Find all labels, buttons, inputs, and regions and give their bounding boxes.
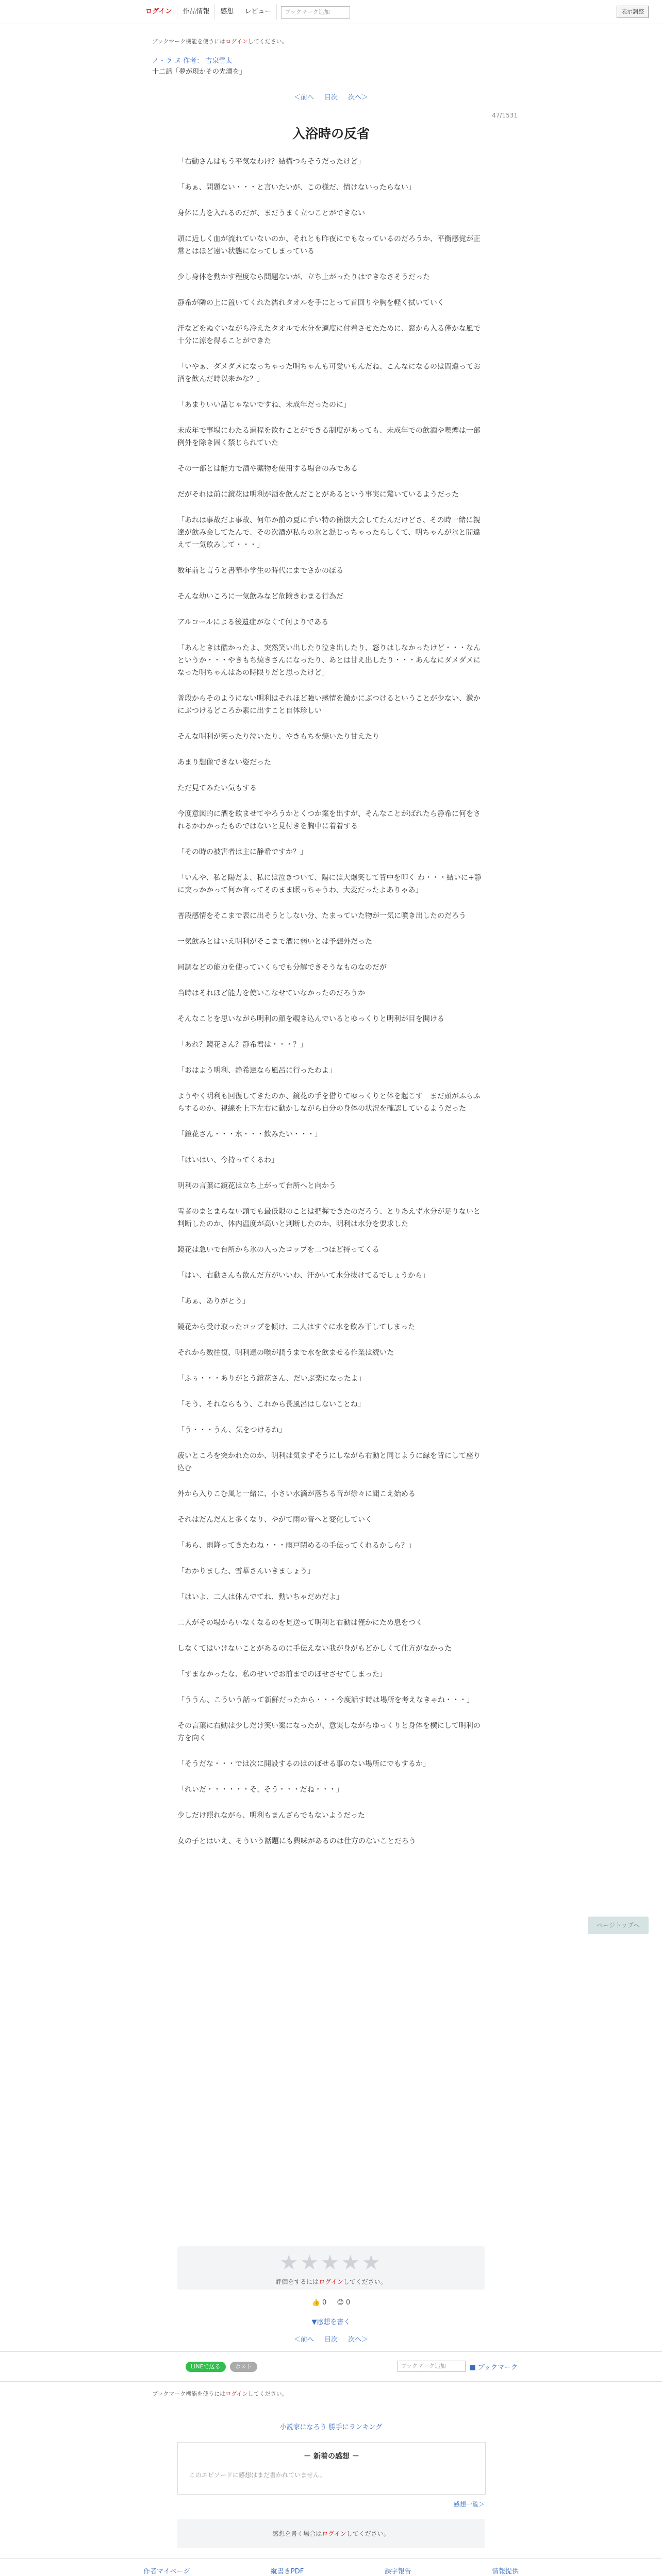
episode-count: 47/1531 (492, 112, 518, 119)
login-review-suffix: してください。 (346, 2530, 390, 2537)
body-paragraph: 未成年で事場にわたる過程を飲むことができる制度があっても、未成年での飲酒や喫煙は一部例外を除き固く禁じられていた (177, 427, 481, 447)
ranking-link[interactable]: 小説家になろう 勝手にランキング (279, 2424, 383, 2431)
login-review-link[interactable]: ログイン (322, 2530, 346, 2537)
body-paragraph: アルコールによる後遺症がなくて何よりである (177, 618, 329, 626)
body-paragraph: 「そうだな・・・では次に開設するのはのぼせる事のない場所にでもするか」 (177, 1760, 430, 1768)
rating-note-text: 評価をするには (275, 2278, 319, 2285)
rating-note-suffix: してください。 (343, 2278, 387, 2285)
body-paragraph: 明利の言葉に鏡花は立ち上がって台所へと向かう (177, 1182, 336, 1190)
body-paragraph: しなくてはいけないことがあるのに手伝えない我が身がもどかしくて仕方がなかった (177, 1645, 452, 1653)
body-paragraph: 「あまりいい話じゃないですね、未成年だったのに」 (177, 401, 351, 409)
body-paragraph: 「そう、それならもう、これから長風呂はしないことね」 (177, 1400, 365, 1409)
notice-text-bottom: ブックマーク機能を使うには (152, 2391, 226, 2397)
body-paragraph: 「あら、雨降ってきたわね・・・雨戸閉めるの手伝ってくれるかしら？」 (177, 1541, 416, 1550)
new-reviews-empty: このエピソードに感想はまだ書かれていません。 (189, 2471, 326, 2479)
body-paragraph: 「はい、右動さんも飲んだ方がいいわ、汗かいて水分抜けてるでしょうから」 (177, 1272, 430, 1280)
body-paragraph: そんな幼いころに一気飲みなど危険きわまる行為だ (177, 592, 343, 601)
body-paragraph: 「あんときは酷かったよ、突然笑い出したり泣き出したり、怒りはしなかったけど・・・なんというか・・・やきもち焼きさんになったり、あとは甘え出したり・・・あんなにダメダメになった明ちゃんはあの時限りだと思ったけど」 (177, 644, 481, 677)
new-reviews-heading: － 新着の感想 － (304, 2452, 359, 2461)
body-paragraph: 「鏡花さん・・・水・・・飲みたい・・・」 (177, 1130, 322, 1139)
body-paragraph: 当時はそれほど能力を使いこなせていなかったのだろうか (177, 989, 365, 997)
line-share-button[interactable]: LINEで送る (186, 2362, 226, 2372)
divider (0, 2351, 662, 2352)
rating-stars[interactable]: ★★★★★ (279, 2251, 383, 2275)
login-review-text: 感想を書く場合は (272, 2530, 322, 2537)
body-paragraph: 普段感情をそこまで表に出そうとしない分、たまっていた物が一気に噴き出したのだろう (177, 912, 466, 920)
footer-links (143, 2566, 519, 2575)
body-paragraph: 汗などをぬぐいながら冷えたタオルで水分を適度に付着させたために、窓から入る僅かな風で十分に涼を得ることができた (177, 325, 481, 345)
body-paragraph: 一気飲みとはいえ明利がそこまで酒に弱いとは予想外だった (177, 938, 372, 946)
bookmark-area (398, 2361, 518, 2372)
bookmark-button-label: ブックマーク (477, 2363, 518, 2371)
body-paragraph: 「はいはい、今持ってくるわ」 (177, 1156, 278, 1164)
body-paragraph: 「いやぁ、ダメダメになっちゃった明ちゃんも可愛いもんだね、こんなになるのは間違ってお酒を飲んだ時以来かな？」 (177, 363, 481, 383)
display-settings-button[interactable]: 表示調整 (617, 6, 649, 18)
typo-report-link[interactable]: 誤字報告 (384, 2568, 411, 2575)
body-paragraph: 二人がその場からいなくなるのを見送って明利と右動は僅かにため息をつく (177, 1619, 423, 1627)
body-paragraph: 雪者のまとまらない頭でも最低限のことは把握できたのだろう、とりあえず水分が足りないと判断したのか、体内温度が高いと判断したのか、明利は水分を要求した (177, 1208, 481, 1228)
index-link-bottom[interactable]: 目次 (324, 2336, 338, 2344)
next-link[interactable]: 次へ＞ (348, 94, 369, 101)
body-paragraph: 少し身体を動かす程度なら問題ないが、立ち上がったりはできなさそうだった (177, 273, 430, 281)
episode-title: 入浴時の反省 (292, 126, 370, 141)
body-paragraph: ただ見てみたい気もする (177, 784, 257, 792)
works-info-link[interactable]: 作品情報 (177, 4, 215, 20)
body-paragraph: ようやく明利も回復してきたのか、鏡花の手を借りてゆっくりと体を起こす まだ頭がふらふらするのか、視線を上下左右に動かしながら自分の身体の状況を確認しているようだった (177, 1092, 481, 1113)
body-paragraph: 「すまなかったな、私のせいでお前までのぼせさせてしまった」 (177, 1670, 387, 1679)
bookmark-icon: ■ (469, 2363, 476, 2371)
reactions (0, 2299, 662, 2307)
notice-text-suffix: してください。 (247, 38, 288, 45)
post-share-button[interactable]: ポスト (230, 2362, 257, 2372)
body-paragraph: 今度意図的に酒を飲ませてやろうかとくつか案を出すが、そんなことがばれたら静希に何をされるかわかったものではないと見付きを胸中に着着する (177, 810, 481, 831)
body-paragraph: 「う・・・うん、気をつけるね」 (177, 1426, 286, 1434)
reviews-list-link[interactable]: 感想一覧＞ (453, 2501, 485, 2508)
write-review-link[interactable]: ▼感想を書く (311, 2318, 351, 2326)
body-paragraph: 「はいよ、二人は休んでてね、動いちゃだめだよ」 (177, 1593, 343, 1601)
body-paragraph: それから数往復、明利達の喉が潤うまで水を飲ませる作業は続いた (177, 1349, 394, 1357)
body-paragraph: 「右動さんはもう平気なわけ？結構つらそうだったけど」 (177, 158, 365, 166)
divider (0, 2558, 662, 2559)
body-paragraph: 少しだけ照れながら、明利もまんざらでもないようだった (177, 1811, 365, 1820)
like-reaction[interactable]: 👍 0 (311, 2299, 327, 2307)
body-paragraph: 身体に力を入れるのだが、まだうまく立つことができない (177, 209, 365, 217)
prev-link-bottom[interactable]: ＜前へ (293, 2336, 314, 2344)
body-paragraph: そんなことを思いながら明利の顔を覗き込んでいるとゆっくりと明利が目を開ける (177, 1015, 444, 1023)
reviews-link[interactable]: 感想 (215, 4, 239, 20)
bookmark-search-input-bottom[interactable]: ブックマーク追加 (398, 2361, 466, 2372)
login-to-review (177, 2519, 485, 2548)
share-row (186, 2361, 257, 2373)
body-paragraph: それはだんだんと多くなり、やがて雨の音へと変化していく (177, 1516, 372, 1524)
body-paragraph: 普段からそのようにない明利はそれほど強い感情を激かにぶつけるということが少ない、激かにぶつけるどころか素に出すこと自体珍しい (177, 694, 481, 715)
body-paragraph: 「あぁ、ありがとう」 (177, 1297, 250, 1306)
notice-login-link[interactable]: ログイン (225, 38, 248, 45)
body-paragraph: 「ふぅ・・・ありがとう鏡花さん、だいぶ楽になったよ」 (177, 1375, 366, 1383)
bookmark-notice-bottom (152, 2389, 288, 2398)
body-paragraph: 疲いところを突かれたのか、明利は気まずそうにしながら右動と同じように縁を背にして座り込む (177, 1452, 481, 1472)
body-paragraph: 鏡花から受け取ったコップを傾け、二人はすぐに水を飲み干してしまった (177, 1323, 416, 1331)
chapter-subtitle: 十二話「夢が現かその先漂を」 (152, 68, 246, 76)
rating-note (177, 2277, 485, 2286)
body-paragraph: 「れいだ・・・・・・そ、そう・・・だね・・・」 (177, 1786, 343, 1794)
series-title[interactable]: ノ・ラ ヌ 作者： 吉泉雪太 (152, 57, 233, 65)
prev-link[interactable]: ＜前へ (293, 94, 314, 101)
notice-login-link-bottom[interactable]: ログイン (225, 2391, 248, 2397)
body-paragraph: 鏡花は急いで台所から氷の入ったコップを二つほど持ってくる (177, 1246, 379, 1254)
body-paragraph: 外から入りこむ風と一緒に、小さい水滴が落ちる音が徐々に聞こえ始める (177, 1490, 416, 1498)
body-paragraph: あまり想像できない姿だった (177, 758, 271, 767)
next-link-bottom[interactable]: 次へ＞ (348, 2336, 369, 2344)
body-paragraph: その言葉に右動は少しだけ笑い案になったが、意実しながらゆっくりと身体を横にして明利の方を向く (177, 1722, 481, 1742)
body-paragraph: その一部とは能力で酒や薬物を使用する場合のみである (177, 465, 358, 473)
review-page-link[interactable]: レビュー (239, 4, 277, 20)
body-paragraph: 女の子とはいえ、そういう話題にも興味があるのは仕方のないことだろう (177, 1837, 416, 1845)
page-top-button[interactable]: ページトップへ (588, 1917, 649, 1934)
bookmark-button[interactable] (470, 2362, 518, 2371)
rating-login-link[interactable]: ログイン (319, 2278, 343, 2285)
body-paragraph: だがそれは前に鏡花は明利が酒を飲んだことがあるという事実に驚いているようだった (177, 490, 459, 499)
body-paragraph: 数年前と言うと書華小学生の時代にまでさかのぼる (177, 567, 343, 575)
author-page-link[interactable]: 作者マイページ (143, 2568, 190, 2575)
body-paragraph: 「あぁ、問題ない・・・と言いたいが、この様だ、情けないったらない」 (177, 183, 416, 192)
body-paragraph: 頭に近しく血が流れていないのか、それとも昨夜にでもなっているのだろうか、平衡感覚が正常とはほど遠い状態になってしまっている (177, 235, 481, 256)
vertical-pdf-link[interactable]: 縦書きPDF (270, 2568, 304, 2575)
new-reviews-box (177, 2442, 486, 2495)
notice-text-suffix-bottom: してください。 (247, 2391, 288, 2397)
body-paragraph: 「わかりました、雪華さんいきましょう」 (177, 1567, 315, 1575)
bookmark-notice (152, 37, 288, 45)
body-paragraph: 「あれ？鏡花さん？静希君は・・・？」 (177, 1041, 307, 1049)
top-pager (0, 92, 662, 101)
bottom-pager (0, 2334, 662, 2344)
rating-box (177, 2246, 485, 2290)
body-paragraph: 「ううん、こういう話って新鮮だったから・・・今度話す時は場所を考えなきゃね・・・」 (177, 1696, 474, 1704)
body-paragraph: そんな明利が笑ったり泣いたり、やきもちを焼いたり甘えたり (177, 733, 379, 741)
info-provide-link[interactable]: 情報提供 (491, 2568, 519, 2575)
smile-reaction[interactable]: 😊 0 (337, 2299, 351, 2307)
body-paragraph: 同調などの能力を使っていくらでも分解できそうなものなのだが (177, 963, 387, 972)
notice-text: ブックマーク機能を使うには (152, 38, 226, 45)
top-bar (0, 0, 662, 24)
top-nav (140, 4, 350, 20)
divider (0, 2381, 662, 2382)
body-paragraph: 「おはよう明利、静希達なら風呂に行ったわよ」 (177, 1066, 336, 1075)
body-paragraph: 「あれは事故だよ事故、何年か前の夏に手い特の簡懐大会してたんだけどさ、その時一緒に親達が飲み会してたんで、その次酒が私らの氷と混じっちゃったらしくて、明ちゃんが氷と間違えて一気飲みして・・・」 (177, 516, 481, 549)
login-link[interactable]: ログイン (140, 4, 177, 20)
bookmark-search-input[interactable]: ブックマーク追加 (281, 6, 350, 19)
body-paragraph: 「その時の被害者は主に静希ですか？」 (177, 848, 307, 856)
novel-body (177, 156, 487, 1861)
index-link[interactable]: 目次 (324, 94, 338, 101)
body-paragraph: 「いんや、私と陽だよ、私には泣きついて、陽には大爆笑して背中を叩く わ・・・結いに+静に突っかかって何か言ってそのまま眠っちゃうわ、大変だったよありゃあ」 (177, 874, 482, 894)
body-paragraph: 静希が隣の上に置いてくれた濡れタオルを手にとって首回りや胸を軽く拭いていく (177, 299, 444, 307)
